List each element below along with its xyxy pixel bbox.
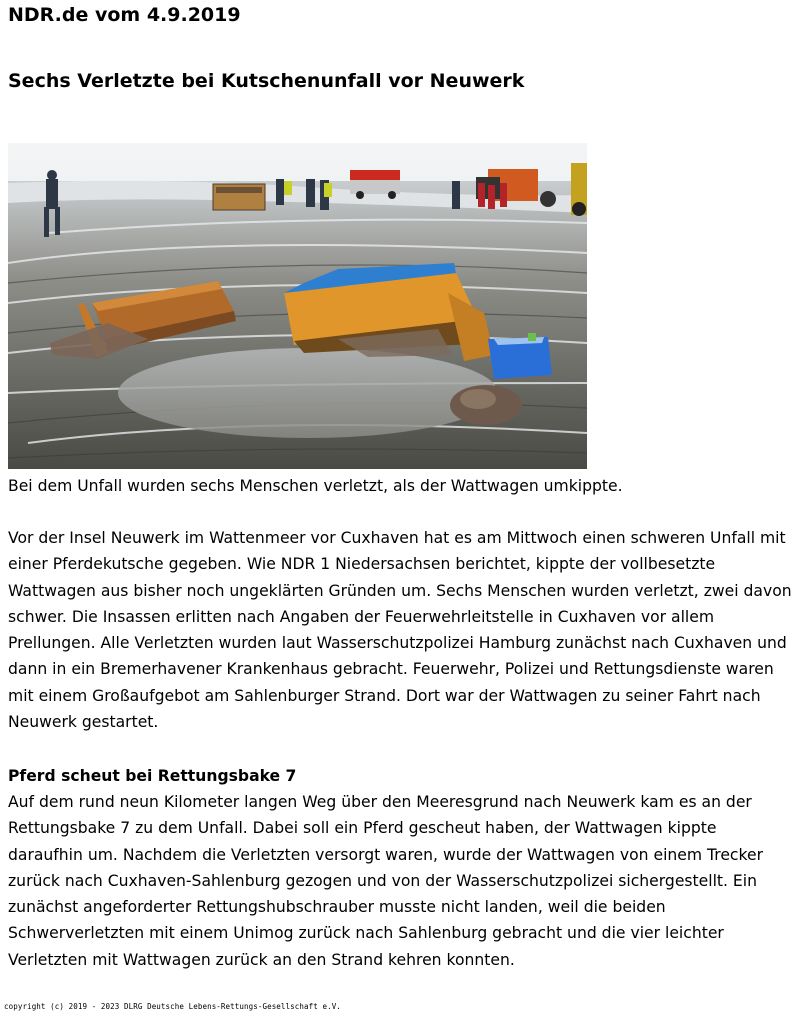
article-title: Sechs Verletzte bei Kutschenunfall vor Neuwerk [8, 70, 525, 92]
article-paragraph-1: Vor der Insel Neuwerk im Wattenmeer vor Cuxhaven hat es am Mittwoch einen schweren Unfall mit einer Pferdekutsche gegeben. Wie NDR 1 Niedersachsen berichtet, kippte der vollbesetzte Wattwagen aus bisher noch ungeklärten Gründen um. Sechs Menschen wurden verletzt, zwei davon schwer. Die Insassen erlitten nach Angaben der Feuerwehrleitstelle in Cuxhaven vor allem Prellungen. Alle Verletzten wurden laut Wasserschutzpolizei Hamburg zunächst nach Cuxhaven und dann in ein Bremerhavener Krankenhaus gebracht. Feuerwehr, Polizei und Rettungsdienste waren mit einem Großaufgebot am Sahlenburger Strand. Dort war der Wattwagen zu seiner Fahrt nach Neuwerk gestartet. [8, 529, 792, 732]
accident-photo [8, 143, 587, 469]
copyright-notice: copyright (c) 2019 - 2023 DLRG Deutsche Lebens-Rettungs-Gesellschaft e.V. [4, 1002, 341, 1011]
photo-caption: Bei dem Unfall wurden sechs Menschen verletzt, als der Wattwagen umkippte. [8, 477, 623, 495]
article-subheading: Pferd scheut bei Rettungsbake 7 [8, 767, 297, 785]
article-paragraph-2: Auf dem rund neun Kilometer langen Weg über den Meeresgrund nach Neuwerk kam es an der Rettungsbake 7 zu dem Unfall. Dabei soll ein Pferd gescheut haben, der Wattwagen kippte daraufhin um. Nachdem die Verletzten versorgt waren, wurde der Wattwagen von einem Trecker zurück nach Cuxhaven-Sahlenburg gezogen und von der Wasserschutzpolizei sichergestellt. Ein zunächst angeforderter Rettungshubschrauber musste nicht landen, weil die beiden Schwerverletzten mit einem Unimog zurück nach Sahlenburg gebracht und die vier leichter Verletzten mit Wattwagen zurück an den Strand kehren konnten. [8, 793, 763, 969]
source-date-heading: NDR.de vom 4.9.2019 [8, 4, 241, 26]
